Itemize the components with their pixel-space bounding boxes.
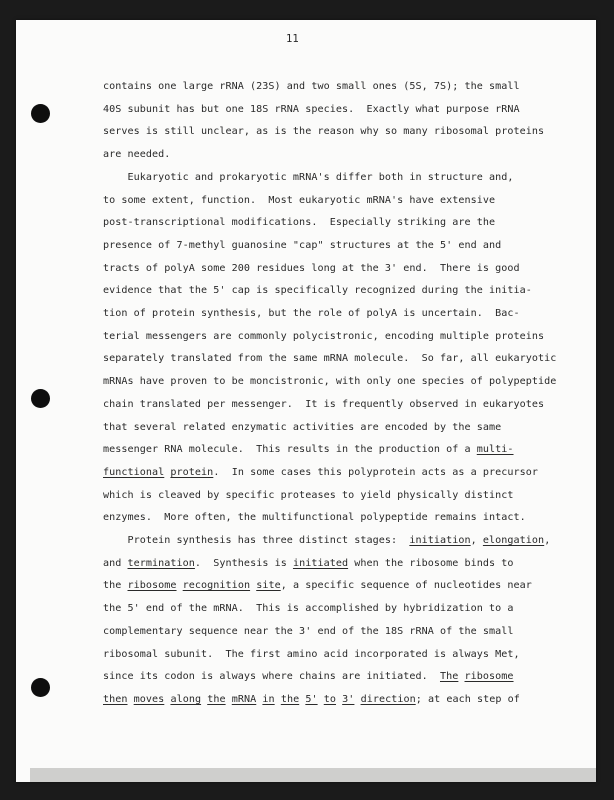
text-run: Protein synthesis has three distinct stages: xyxy=(103,535,410,546)
text-line xyxy=(103,103,520,116)
text-run: which is cleaved by specific proteases to yield physically distinct xyxy=(103,490,514,501)
underlined-term: functional xyxy=(103,467,165,478)
text-line xyxy=(103,398,544,411)
underlined-term: the xyxy=(207,694,226,705)
text-run: evidence that the 5' cap is specifically recognized during the initia- xyxy=(103,285,532,296)
text-run: tion of protein synthesis, but the role of polyA is uncertain. Bac- xyxy=(103,308,520,319)
text-run: . In some cases this polyprotein acts as a precursor xyxy=(213,467,539,478)
text-line xyxy=(103,171,514,184)
text-line xyxy=(103,625,514,638)
text-run: that several related enzymatic activities are encoded by the same xyxy=(103,422,502,433)
underlined-term: 3' xyxy=(342,694,355,705)
text-line xyxy=(103,443,514,456)
underlined-term: ribosome xyxy=(464,671,514,682)
text-line xyxy=(103,330,544,343)
underlined-term: then xyxy=(103,694,128,705)
text-run: messenger RNA molecule. This results in the production of a xyxy=(103,444,477,455)
underlined-term: along xyxy=(170,694,202,705)
text-line xyxy=(103,375,556,388)
underlined-term: ribosome xyxy=(127,580,177,591)
text-line xyxy=(103,262,520,275)
text-line xyxy=(103,284,532,297)
text-line xyxy=(103,557,514,570)
text-line xyxy=(103,602,514,615)
text-run: , xyxy=(544,535,551,546)
underlined-term: elongation xyxy=(482,535,545,546)
text-run: serves is still unclear, as is the reason why so many ribosomal proteins xyxy=(103,126,545,137)
punch-hole-middle xyxy=(31,389,50,408)
text-line xyxy=(103,648,520,661)
text-run: and xyxy=(103,558,128,569)
text-line xyxy=(103,125,544,138)
punch-hole-bottom xyxy=(31,678,50,697)
text-run: . Synthesis is xyxy=(194,558,293,569)
text-line xyxy=(103,670,514,683)
text-line xyxy=(103,421,501,434)
text-line xyxy=(103,80,520,93)
underlined-term: protein xyxy=(170,467,214,478)
underlined-term: initiated xyxy=(292,558,349,569)
text-line xyxy=(103,466,538,479)
underlined-term: The xyxy=(439,671,459,682)
text-line xyxy=(103,489,514,502)
text-line xyxy=(103,194,495,207)
underlined-term: to xyxy=(323,694,337,705)
text-line xyxy=(103,352,556,365)
text-line xyxy=(103,511,526,524)
text-run: complementary sequence near the 3' end of the 18S rRNA of the small xyxy=(103,626,514,637)
underlined-term: termination xyxy=(127,558,195,569)
text-line xyxy=(103,534,550,547)
text-run: contains one large rRNA (23S) and two small ones (5S, 7S); the small xyxy=(103,81,520,92)
text-run: chain translated per messenger. It is frequently observed in eukaryotes xyxy=(103,399,545,410)
page-number: 11 xyxy=(286,33,299,45)
text-run: , xyxy=(470,535,483,546)
text-line xyxy=(103,148,170,161)
underlined-term: site xyxy=(256,580,281,591)
underlined-term: moves xyxy=(133,694,165,705)
underlined-term: direction xyxy=(360,694,416,705)
text-line xyxy=(103,239,501,252)
text-run: the 5' end of the mRNA. This is accomplished by hybridization to a xyxy=(103,603,514,614)
text-run: ribosomal subunit. The first amino acid incorporated is always Met, xyxy=(103,649,520,660)
underlined-term: initiation xyxy=(409,535,471,546)
text-run: the xyxy=(103,580,128,591)
text-run: presence of 7-methyl guanosine "cap" structures at the 5' end and xyxy=(103,240,502,251)
text-run: are needed. xyxy=(103,149,171,160)
text-run: when the ribosome binds to xyxy=(348,558,514,569)
text-run: terial messengers are commonly polycistronic, encoding multiple proteins xyxy=(103,331,545,342)
underlined-term: multi- xyxy=(476,444,514,455)
underlined-term: recognition xyxy=(182,580,251,591)
text-run: ; at each step of xyxy=(415,694,520,705)
text-run: Eukaryotic and prokaryotic mRNA's differ both in structure and, xyxy=(103,172,514,183)
text-run: enzymes. More often, the multifunctional polypeptide remains intact. xyxy=(103,512,526,523)
text-run: separately translated from the same mRNA molecule. So far, all eukaryotic xyxy=(103,353,557,364)
underlined-term: in xyxy=(262,694,275,705)
text-line xyxy=(103,216,495,229)
punch-hole-top xyxy=(31,104,50,123)
text-run: mRNAs have proven to be moncistronic, with only one species of polypeptide xyxy=(103,376,557,387)
text-run: to some extent, function. Most eukaryotic mRNA's have extensive xyxy=(103,195,496,206)
text-run: since its codon is always where chains are initiated. xyxy=(103,671,440,682)
text-line xyxy=(103,307,520,320)
underlined-term: 5' xyxy=(305,694,318,705)
text-run: , a specific sequence of nucleotides near xyxy=(280,580,532,591)
underlined-term: the xyxy=(280,694,300,705)
paper-shadow-strip xyxy=(30,768,596,782)
text-run: 40S subunit has but one 18S rRNA species. Exactly what purpose rRNA xyxy=(103,104,520,115)
text-run: tracts of polyA some 200 residues long at the 3' end. There is good xyxy=(103,263,520,274)
text-line xyxy=(103,693,520,706)
underlined-term: mRNA xyxy=(231,694,257,705)
text-run: post-transcriptional modifications. Especially striking are the xyxy=(103,217,496,228)
text-line xyxy=(103,579,532,592)
